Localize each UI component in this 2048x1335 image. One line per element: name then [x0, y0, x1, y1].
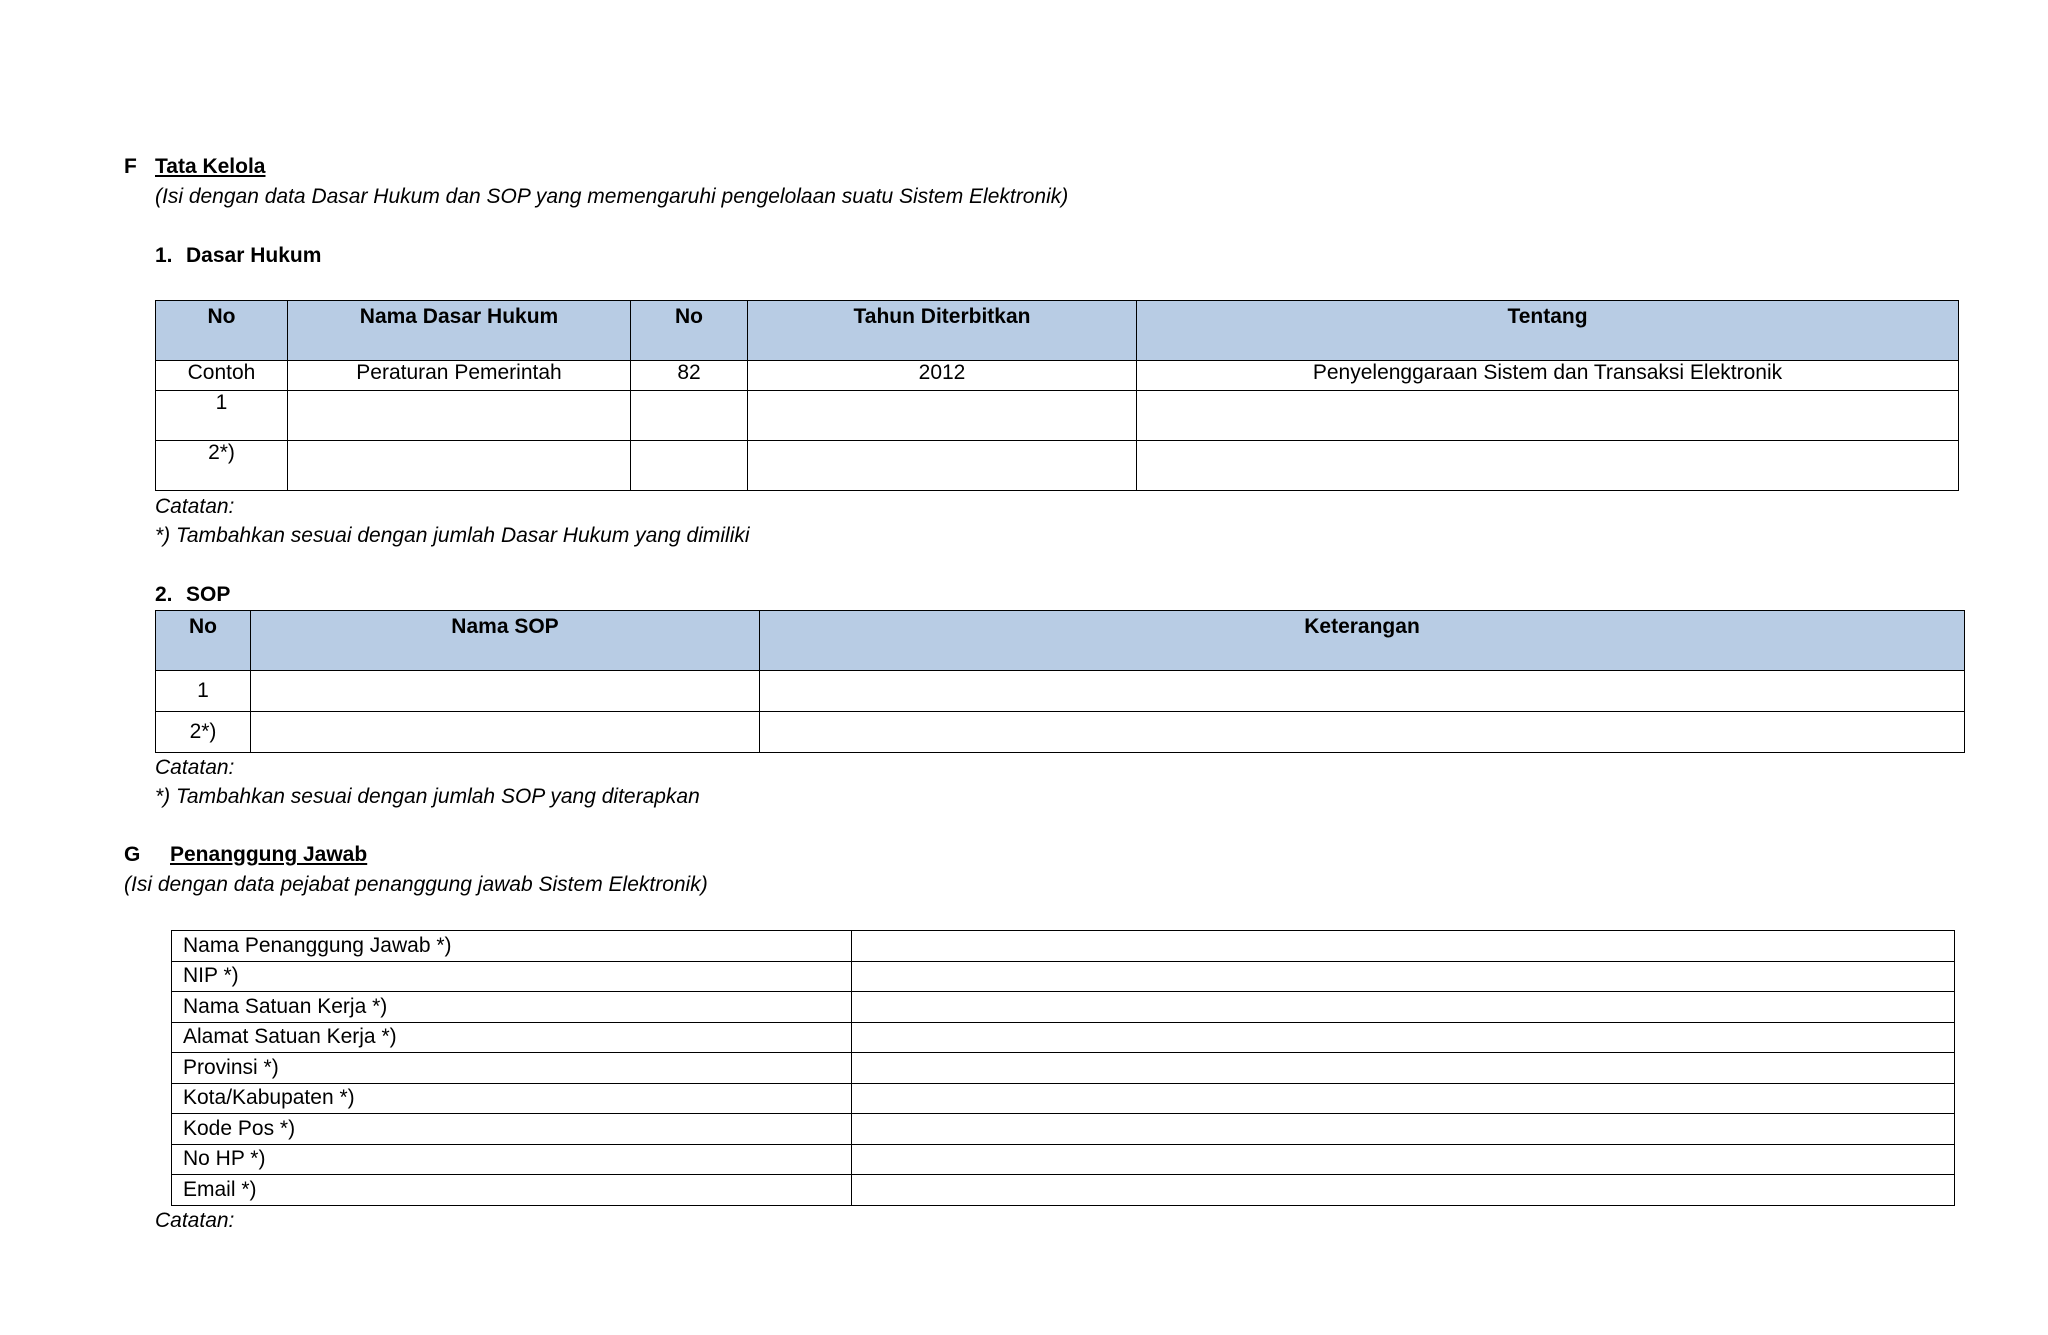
- field-value[interactable]: [852, 1114, 1955, 1145]
- table-cell: Contoh: [156, 361, 288, 391]
- penanggung-jawab-table: [171, 930, 1955, 1206]
- table-cell[interactable]: [631, 391, 748, 441]
- header-nomor: No: [631, 301, 748, 361]
- field-row: [172, 1053, 1955, 1084]
- penanggung-jawab-note-label: Catatan:: [155, 1209, 235, 1232]
- field-value[interactable]: [852, 1175, 1955, 1206]
- dasar-hukum-note-label: Catatan:: [155, 495, 235, 518]
- dasar-hukum-number: 1.: [155, 244, 173, 267]
- field-label: NIP *): [172, 961, 852, 992]
- field-label: Email *): [172, 1175, 852, 1206]
- table-cell[interactable]: [631, 441, 748, 491]
- field-row: [172, 1083, 1955, 1114]
- table-cell[interactable]: [251, 671, 760, 712]
- table-cell[interactable]: [288, 391, 631, 441]
- header-keterangan: Keterangan: [760, 611, 1965, 671]
- table-cell: Peraturan Pemerintah: [288, 361, 631, 391]
- table-row: [156, 361, 1959, 391]
- table-cell: 2*): [156, 441, 288, 491]
- field-row: [172, 992, 1955, 1023]
- field-row: [172, 961, 1955, 992]
- table-row: [156, 391, 1959, 441]
- sop-note: *) Tambahkan sesuai dengan jumlah SOP yang diterapkan: [155, 785, 700, 808]
- field-label: Nama Penanggung Jawab *): [172, 931, 852, 962]
- table-header-row: [156, 301, 1959, 361]
- table-cell: 2012: [748, 361, 1137, 391]
- section-g-letter: G: [124, 843, 141, 866]
- sop-number: 2.: [155, 583, 173, 606]
- header-no: No: [156, 611, 251, 671]
- field-value[interactable]: [852, 961, 1955, 992]
- table-cell[interactable]: [288, 441, 631, 491]
- field-label: Nama Satuan Kerja *): [172, 992, 852, 1023]
- field-row: [172, 1114, 1955, 1145]
- field-label: Kode Pos *): [172, 1114, 852, 1145]
- field-row: [172, 931, 1955, 962]
- field-value[interactable]: [852, 1022, 1955, 1053]
- field-value[interactable]: [852, 1144, 1955, 1175]
- field-value[interactable]: [852, 992, 1955, 1023]
- table-cell[interactable]: [748, 391, 1137, 441]
- sop-table: [155, 610, 1965, 753]
- table-row: [156, 441, 1959, 491]
- field-label: Provinsi *): [172, 1053, 852, 1084]
- table-cell: 1: [156, 391, 288, 441]
- field-value[interactable]: [852, 931, 1955, 962]
- header-nama-dasar-hukum: Nama Dasar Hukum: [288, 301, 631, 361]
- table-cell: 82: [631, 361, 748, 391]
- table-cell[interactable]: [760, 671, 1965, 712]
- table-row: [156, 712, 1965, 753]
- section-f-subtitle: (Isi dengan data Dasar Hukum dan SOP yang memengaruhi pengelolaan suatu Sistem Elektronik): [155, 185, 1069, 208]
- field-row: [172, 1022, 1955, 1053]
- header-tahun-diterbitkan: Tahun Diterbitkan: [748, 301, 1137, 361]
- field-row: [172, 1144, 1955, 1175]
- field-label: Alamat Satuan Kerja *): [172, 1022, 852, 1053]
- table-cell[interactable]: [1137, 391, 1959, 441]
- sop-heading: SOP: [186, 583, 231, 606]
- dasar-hukum-table: [155, 300, 1959, 491]
- header-no: No: [156, 301, 288, 361]
- field-value[interactable]: [852, 1053, 1955, 1084]
- table-cell[interactable]: [1137, 441, 1959, 491]
- section-f-title: Tata Kelola: [155, 155, 266, 178]
- table-cell[interactable]: [251, 712, 760, 753]
- section-f-letter: F: [124, 155, 137, 178]
- field-label: No HP *): [172, 1144, 852, 1175]
- table-cell: 2*): [156, 712, 251, 753]
- header-nama-sop: Nama SOP: [251, 611, 760, 671]
- sop-note-label: Catatan:: [155, 756, 235, 779]
- table-cell[interactable]: [748, 441, 1137, 491]
- field-value[interactable]: [852, 1083, 1955, 1114]
- table-cell: 1: [156, 671, 251, 712]
- field-label: Kota/Kabupaten *): [172, 1083, 852, 1114]
- dasar-hukum-note: *) Tambahkan sesuai dengan jumlah Dasar Hukum yang dimiliki: [155, 524, 750, 547]
- table-cell: Penyelenggaraan Sistem dan Transaksi Elektronik: [1137, 361, 1959, 391]
- field-row: [172, 1175, 1955, 1206]
- section-g-title: Penanggung Jawab: [170, 843, 368, 866]
- table-header-row: [156, 611, 1965, 671]
- header-tentang: Tentang: [1137, 301, 1959, 361]
- table-cell[interactable]: [760, 712, 1965, 753]
- dasar-hukum-heading: Dasar Hukum: [186, 244, 322, 267]
- section-g-subtitle: (Isi dengan data pejabat penanggung jawab Sistem Elektronik): [124, 873, 708, 896]
- table-row: [156, 671, 1965, 712]
